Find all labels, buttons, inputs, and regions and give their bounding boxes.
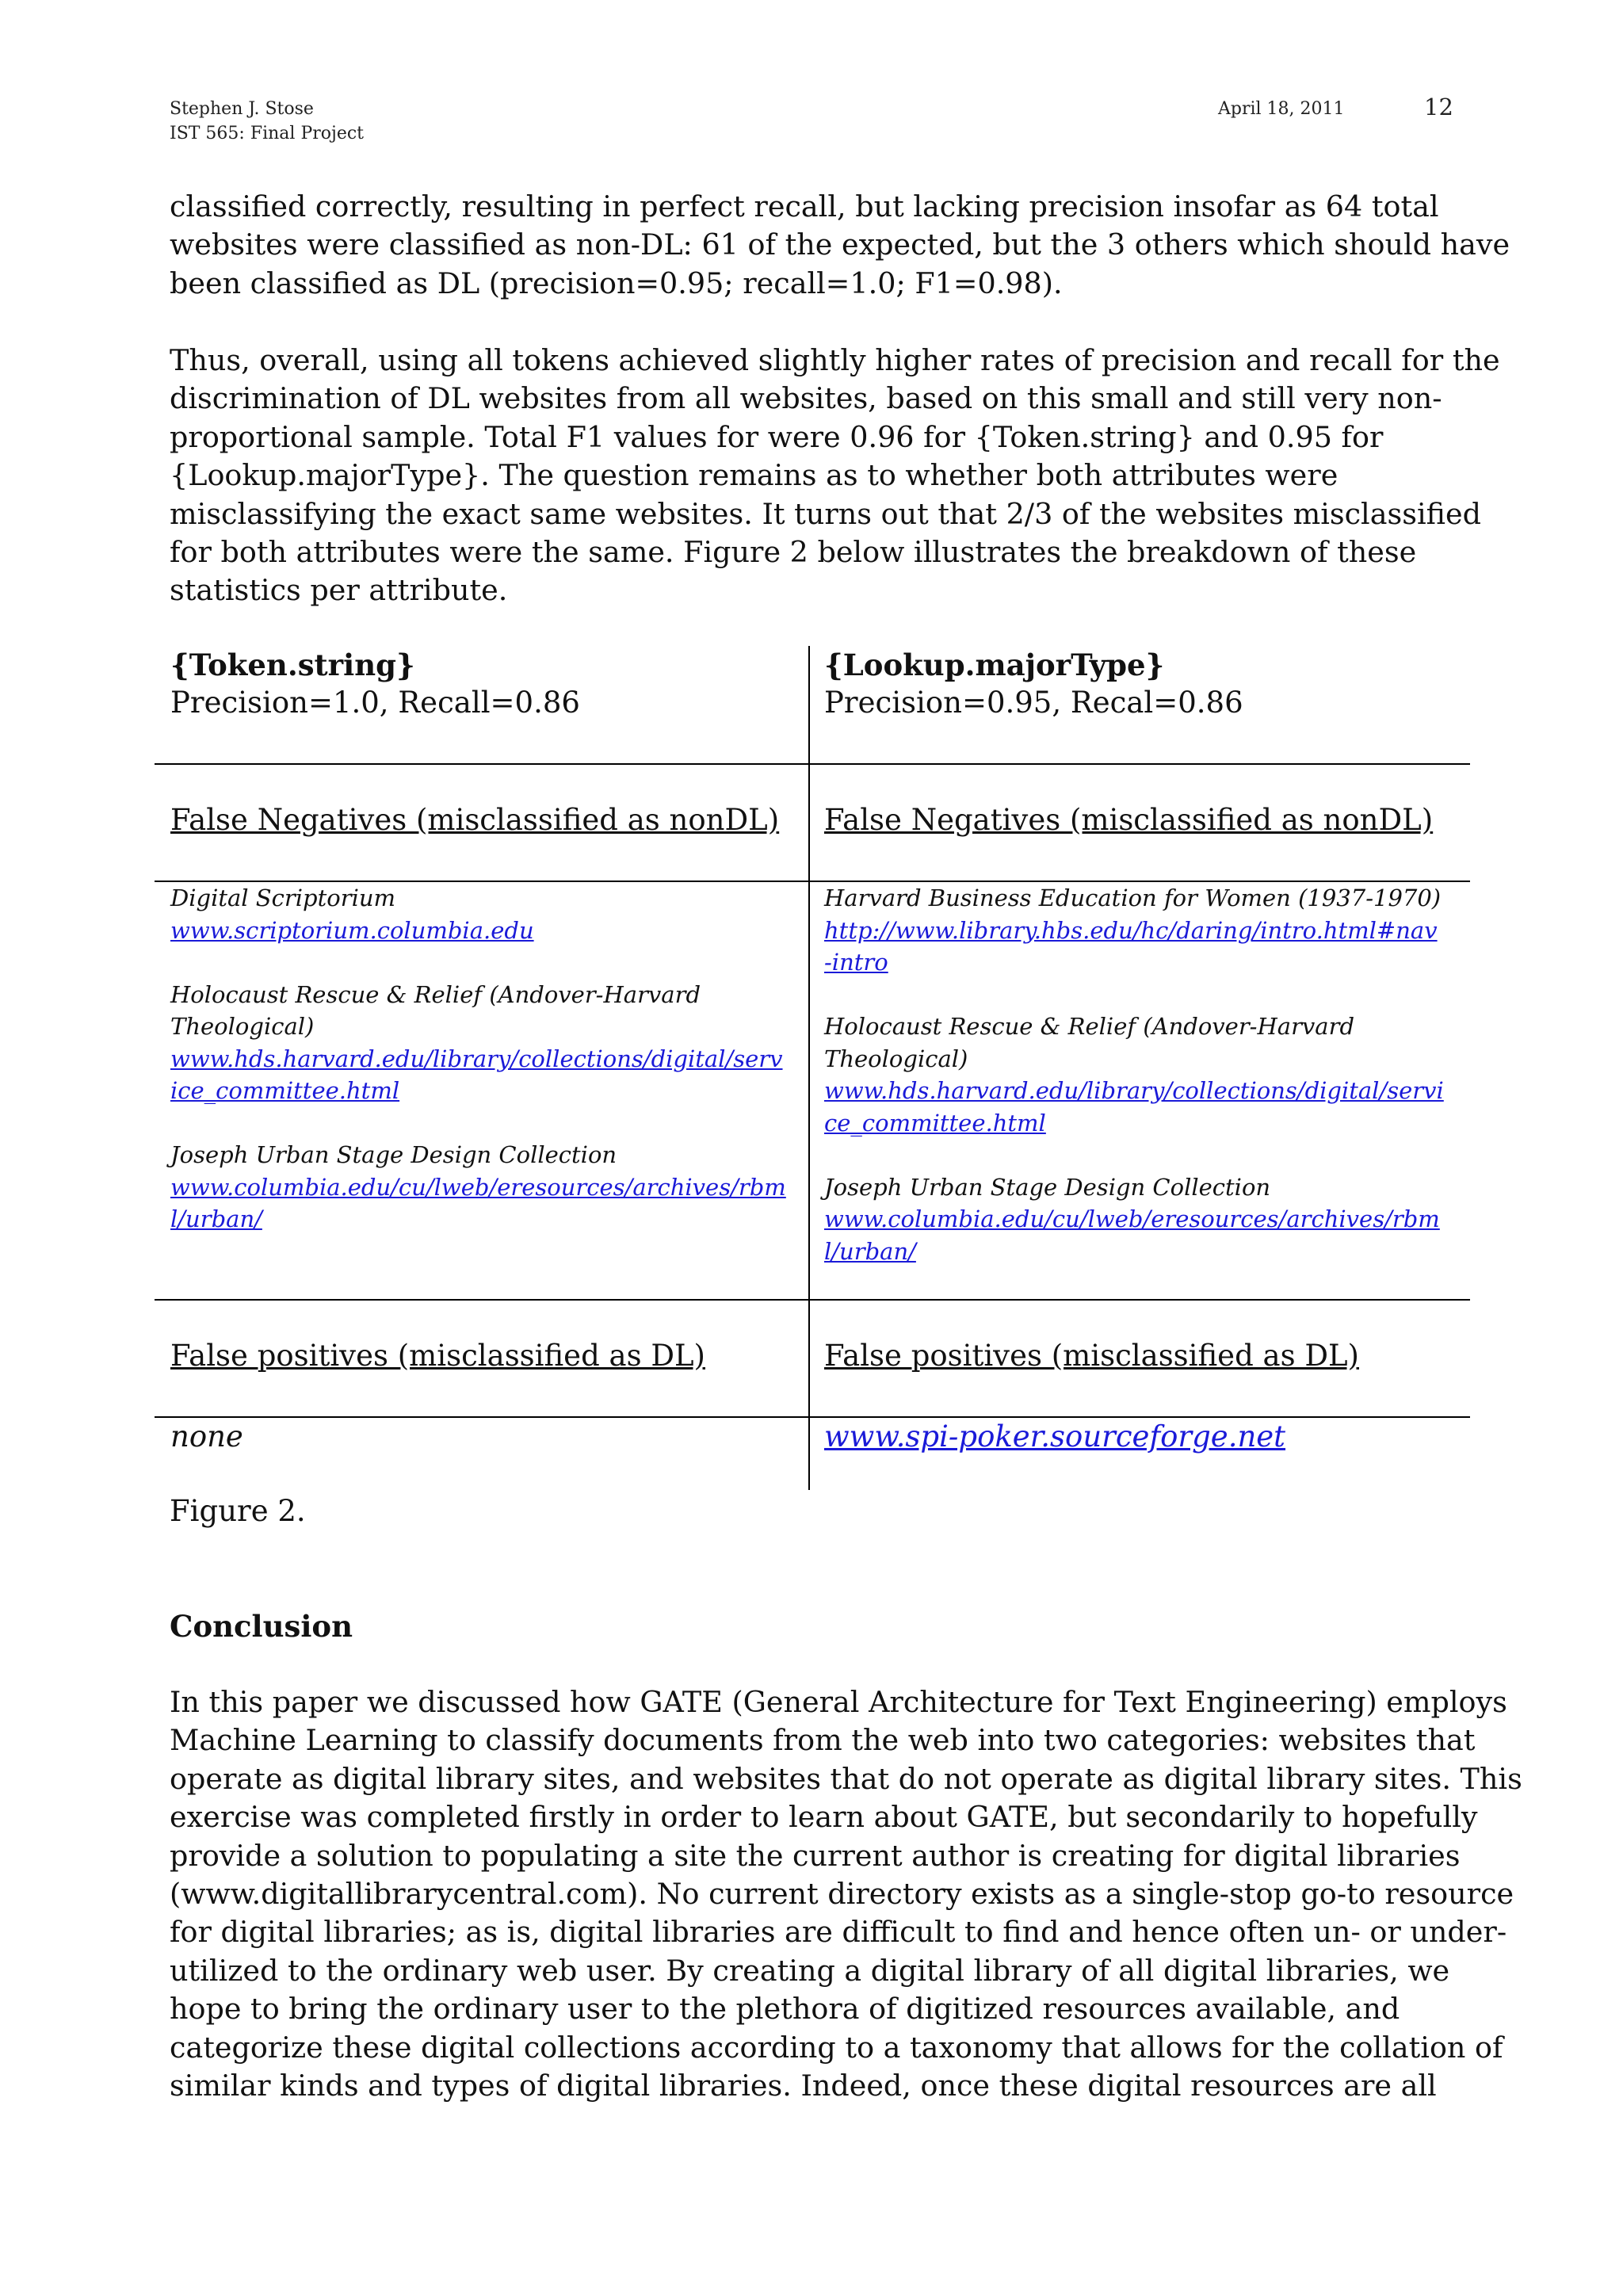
site-link[interactable]: l/urban/ <box>824 1237 916 1265</box>
site-link[interactable]: ice_committee.html <box>170 1077 400 1104</box>
site-name: Joseph Urban Stage Design Collection <box>170 1141 617 1168</box>
figure-caption: Figure 2. <box>170 1494 306 1528</box>
text-line: operate as digital library sites, and websites that do not operate as digital library sites. This <box>170 1761 1522 1796</box>
row-divider <box>155 1299 1470 1301</box>
left-false-negatives-heading: False Negatives (misclassified as nonDL) <box>170 803 780 837</box>
site-link[interactable]: http://www.library.hbs.edu/hc/daring/intro.html#nav <box>824 916 1438 944</box>
text-line: misclassifying the exact same websites. It turns out that 2/3 of the websites misclassified <box>170 496 1481 531</box>
text-line: discrimination of DL websites from all websites, based on this small and still very non- <box>170 381 1442 416</box>
right-false-positives-link[interactable]: www.spi-poker.sourceforge.net <box>824 1419 1286 1454</box>
lookup-majortype-title: {Lookup.majorType} <box>824 648 1165 682</box>
conclusion-heading: Conclusion <box>170 1609 353 1644</box>
site-link[interactable]: -intro <box>824 949 888 976</box>
token-string-title: {Token.string} <box>170 648 415 682</box>
site-link[interactable]: www.hds.harvard.edu/library/collections/digital/serv <box>170 1045 783 1072</box>
text-line: provide a solution to populating a site the current author is creating for digital libraries <box>170 1838 1461 1873</box>
row-divider <box>155 763 1470 765</box>
token-string-header <box>170 646 796 722</box>
page-number: 12 <box>1424 94 1453 120</box>
site-link[interactable]: www.columbia.edu/cu/lweb/eresources/archives/rbm <box>824 1205 1440 1232</box>
text-line: hope to bring the ordinary user to the plethora of digitized resources available, and <box>170 1992 1400 2027</box>
lookup-majortype-metrics: Precision=0.95, Recal=0.86 <box>824 686 1243 720</box>
site-link[interactable]: www.hds.harvard.edu/library/collections/digital/servi <box>824 1077 1444 1104</box>
text-line: for both attributes were the same. Figure 2 below illustrates the breakdown of these <box>170 535 1417 570</box>
site-name: Holocaust Rescue & Relief (Andover-Harvard <box>170 980 701 1008</box>
left-false-positives-heading: False positives (misclassified as DL) <box>170 1339 705 1373</box>
text-line: Thus, overall, using all tokens achieved slightly higher rates of precision and recall for the <box>170 343 1500 377</box>
text-line: {Lookup.majorType}. The question remains as to whether both attributes were <box>170 458 1338 493</box>
site-name: Joseph Urban Stage Design Collection <box>824 1173 1271 1201</box>
site-name: Theological) <box>170 1013 315 1040</box>
text-line: Machine Learning to classify documents from the web into two categories: websites that <box>170 1723 1476 1758</box>
header-course: IST 565: Final Project <box>170 124 365 143</box>
text-line: proportional sample. Total F1 values for were 0.96 for {Token.string} and 0.95 for <box>170 419 1384 454</box>
site-link[interactable]: l/urban/ <box>170 1205 262 1232</box>
site-link[interactable]: ce_committee.html <box>824 1109 1046 1137</box>
text-line: for digital libraries; as is, digital libraries are difficult to find and hence often un- or under- <box>170 1915 1507 1950</box>
site-name: Harvard Business Education for Women (1937-1970) <box>824 884 1442 911</box>
left-false-positives-value: none <box>170 1419 243 1454</box>
intro-paragraph <box>170 188 1510 303</box>
text-line: (www.digitallibrarycentral.com). No current directory exists as a single-stop go-to resource <box>170 1877 1514 1912</box>
header-date: April 18, 2011 <box>1218 99 1345 119</box>
right-false-negatives-list <box>824 882 1458 1267</box>
summary-paragraph <box>170 342 1500 610</box>
right-false-negatives-heading: False Negatives (misclassified as nonDL) <box>824 803 1434 837</box>
text-line: categorize these digital collections according to a taxonomy that allows for the collation of <box>170 2030 1503 2065</box>
text-line: similar kinds and types of digital libraries. Indeed, once these digital resources are all <box>170 2069 1437 2103</box>
text-line: websites were classified as non-DL: 61 of the expected, but the 3 others which should have <box>170 227 1510 262</box>
token-string-metrics: Precision=1.0, Recall=0.86 <box>170 686 580 720</box>
lookup-majortype-header <box>824 646 1458 722</box>
site-link[interactable]: www.scriptorium.columbia.edu <box>170 916 534 944</box>
left-false-negatives-list <box>170 882 796 1236</box>
column-divider <box>808 646 810 1490</box>
site-name: Digital Scriptorium <box>170 884 396 911</box>
text-line: exercise was completed firstly in order to learn about GATE, but secondarily to hopefully <box>170 1800 1478 1835</box>
conclusion-paragraph <box>170 1683 1522 2105</box>
site-name: Theological) <box>824 1045 968 1072</box>
header-author: Stephen J. Stose <box>170 99 314 119</box>
text-line: In this paper we discussed how GATE (General Architecture for Text Engineering) employs <box>170 1685 1507 1719</box>
right-false-positives-heading: False positives (misclassified as DL) <box>824 1339 1359 1373</box>
figure-2-table <box>155 646 1470 1490</box>
text-line: classified correctly, resulting in perfect recall, but lacking precision insofar as 64 total <box>170 189 1439 223</box>
text-line: statistics per attribute. <box>170 573 508 608</box>
text-line: been classified as DL (precision=0.95; recall=1.0; F1=0.98). <box>170 266 1063 300</box>
site-name: Holocaust Rescue & Relief (Andover-Harvard <box>824 1013 1355 1040</box>
running-header <box>170 97 364 146</box>
site-link[interactable]: www.columbia.edu/cu/lweb/eresources/archives/rbm <box>170 1173 786 1201</box>
text-line: utilized to the ordinary web user. By creating a digital library of all digital libraries, we <box>170 1953 1450 1988</box>
